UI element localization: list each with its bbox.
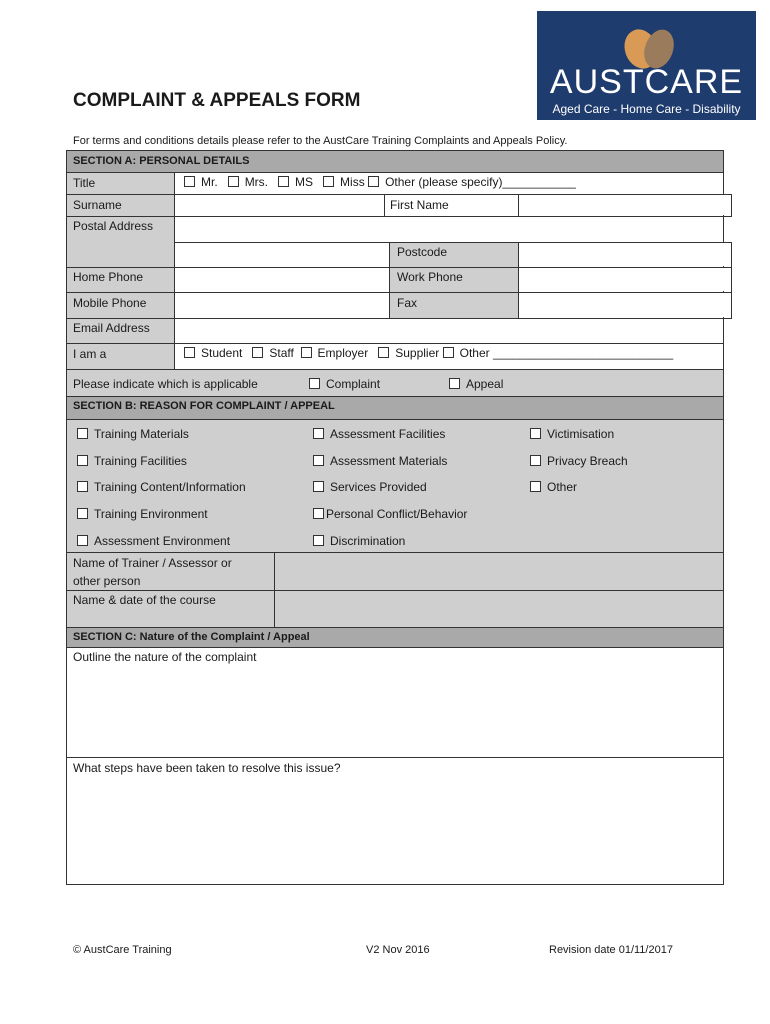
trainer-label-2: other person xyxy=(73,574,141,588)
outline-label: Outline the nature of the complaint xyxy=(73,650,257,664)
postal-address-label: Postal Address xyxy=(73,219,154,233)
work-phone-label: Work Phone xyxy=(397,270,463,284)
title-option-mrs[interactable]: Mrs. xyxy=(228,175,268,189)
i-am-option-staff[interactable]: Staff xyxy=(252,346,293,360)
surname-field[interactable] xyxy=(175,195,383,215)
first-name-label: First Name xyxy=(390,198,449,212)
postcode-label: Postcode xyxy=(397,245,448,259)
email-label: Email Address xyxy=(73,321,150,335)
i-am-option-supplier[interactable]: Supplier xyxy=(378,346,439,360)
reason-assessment-facilities[interactable]: Assessment Facilities xyxy=(313,427,445,441)
reason-privacy-breach[interactable]: Privacy Breach xyxy=(530,454,628,468)
outline-field[interactable] xyxy=(67,668,723,756)
reason-training-environment[interactable]: Training Environment xyxy=(77,507,208,521)
first-name-field[interactable] xyxy=(519,195,730,215)
reason-services-provided[interactable]: Services Provided xyxy=(313,480,427,494)
logo-tagline: Aged Care - Home Care - Disability xyxy=(552,102,741,116)
steps-field[interactable] xyxy=(67,779,723,883)
title-option-ms[interactable]: MS xyxy=(278,175,313,189)
home-phone-label: Home Phone xyxy=(73,270,144,284)
title-label: Title xyxy=(73,176,96,190)
mobile-phone-label: Mobile Phone xyxy=(73,296,147,310)
surname-label: Surname xyxy=(73,198,122,212)
appeal-option[interactable]: Appeal xyxy=(449,377,503,391)
work-phone-field[interactable] xyxy=(519,268,730,291)
reason-discrimination[interactable]: Discrimination xyxy=(313,534,405,548)
reason-assessment-materials[interactable]: Assessment Materials xyxy=(313,454,447,468)
steps-label: What steps have been taken to resolve this issue? xyxy=(73,761,341,775)
reason-training-materials[interactable]: Training Materials xyxy=(77,427,189,441)
logo-name: AUSTCARE xyxy=(549,63,744,101)
title-option-other[interactable]: Other (please specify)___________ xyxy=(368,175,576,189)
section-c-header: SECTION C: Nature of the Complaint / Appeal xyxy=(73,631,310,643)
i-am-options xyxy=(184,346,673,360)
form-title: COMPLAINT & APPEALS FORM xyxy=(73,90,361,111)
complaint-option[interactable]: Complaint xyxy=(309,377,380,391)
course-label: Name & date of the course xyxy=(73,593,216,607)
reason-victimisation[interactable]: Victimisation xyxy=(530,427,614,441)
trainer-label: Name of Trainer / Assessor or xyxy=(73,556,232,570)
fax-label: Fax xyxy=(397,296,418,310)
terms-note: For terms and conditions details please refer to the AustCare Training Complaints and Appeals Policy. xyxy=(73,135,568,147)
reason-other[interactable]: Other xyxy=(530,480,577,494)
reason-assessment-environment[interactable]: Assessment Environment xyxy=(77,534,230,548)
title-option-miss[interactable]: Miss xyxy=(323,175,365,189)
i-am-option-employer[interactable]: Employer xyxy=(301,346,369,360)
i-am-label: I am a xyxy=(73,347,107,361)
i-am-option-other[interactable]: Other ___________________________ xyxy=(443,346,674,360)
footer-version: V2 Nov 2016 xyxy=(366,944,430,956)
course-field[interactable] xyxy=(276,592,722,626)
email-field[interactable] xyxy=(175,319,723,342)
mobile-phone-field[interactable] xyxy=(175,293,388,317)
i-am-option-student[interactable]: Student xyxy=(184,346,242,360)
reason-personal-conflict[interactable]: Personal Conflict/Behavior xyxy=(313,507,467,521)
section-a-header: SECTION A: PERSONAL DETAILS xyxy=(73,155,250,167)
home-phone-field[interactable] xyxy=(175,268,388,291)
fax-field[interactable] xyxy=(519,293,730,317)
postcode-field[interactable] xyxy=(519,243,730,266)
postal-address-field-2[interactable] xyxy=(175,243,388,266)
postal-address-field[interactable] xyxy=(175,217,723,241)
austcare-logo xyxy=(537,11,756,120)
section-b-header: SECTION B: REASON FOR COMPLAINT / APPEAL xyxy=(73,400,335,412)
footer-revision: Revision date 01/11/2017 xyxy=(549,944,673,956)
reason-training-facilities[interactable]: Training Facilities xyxy=(77,454,187,468)
trainer-name-field[interactable] xyxy=(276,554,722,589)
reason-training-content[interactable]: Training Content/Information xyxy=(77,480,246,494)
applicable-label: Please indicate which is applicable xyxy=(73,377,258,391)
title-options xyxy=(184,175,576,189)
title-option-mr[interactable]: Mr. xyxy=(184,175,218,189)
footer-copyright: © AustCare Training xyxy=(73,944,172,956)
